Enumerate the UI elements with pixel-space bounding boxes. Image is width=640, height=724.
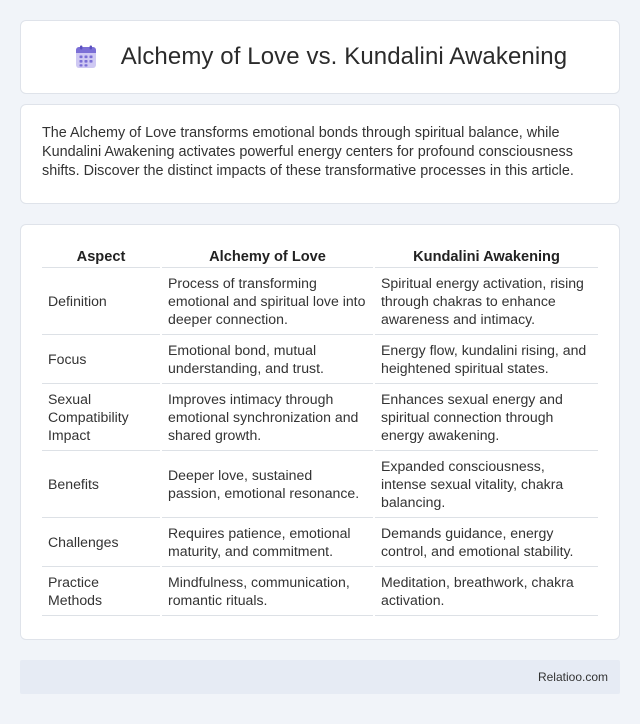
- cell-aspect: Practice Methods: [42, 567, 160, 616]
- cell-alchemy: Deeper love, sustained passion, emotional resonance.: [162, 451, 373, 518]
- cell-aspect: Benefits: [42, 451, 160, 518]
- cell-alchemy: Requires patience, emotional maturity, and commitment.: [162, 518, 373, 567]
- header-kundalini-awakening: Kundalini Awakening: [375, 245, 598, 268]
- cell-alchemy: Process of transforming emotional and spiritual love into deeper connection.: [162, 268, 373, 335]
- cell-aspect: Definition: [42, 268, 160, 335]
- cell-kundalini: Expanded consciousness, intense sexual vitality, chakra balancing.: [375, 451, 598, 518]
- comparison-table: [40, 245, 600, 616]
- table-row: [42, 384, 598, 451]
- header-alchemy-of-love: Alchemy of Love: [162, 245, 373, 268]
- comparison-card: [20, 224, 620, 640]
- footer-brand: Relatioo.com: [537, 670, 608, 684]
- table-header-row: [42, 245, 598, 268]
- table-row: [42, 518, 598, 567]
- table-row: [42, 335, 598, 384]
- title-card: [20, 20, 620, 94]
- cell-alchemy: Improves intimacy through emotional synchronization and shared growth.: [162, 384, 373, 451]
- intro-card: [20, 104, 620, 204]
- header-aspect: Aspect: [42, 245, 160, 268]
- table-row: [42, 268, 598, 335]
- footer: [20, 660, 620, 694]
- cell-kundalini: Meditation, breathwork, chakra activation.: [375, 567, 598, 616]
- cell-aspect: Focus: [42, 335, 160, 384]
- cell-alchemy: Mindfulness, communication, romantic rituals.: [162, 567, 373, 616]
- cell-alchemy: Emotional bond, mutual understanding, and trust.: [162, 335, 373, 384]
- table-row: [42, 567, 598, 616]
- calendar-icon: [73, 44, 99, 70]
- cell-kundalini: Energy flow, kundalini rising, and heightened spiritual states.: [375, 335, 598, 384]
- cell-aspect: Sexual Compatibility Impact: [42, 384, 160, 451]
- intro-text: The Alchemy of Love transforms emotional bonds through spiritual balance, while Kundalini Awakening activates powerful energy centers for profound consciousness shifts. Discover the distinct impacts of these transformative processes in this article.: [42, 125, 574, 179]
- page-title: Alchemy of Love vs. Kundalini Awakening: [120, 43, 568, 70]
- cell-kundalini: Demands guidance, energy control, and emotional stability.: [375, 518, 598, 567]
- cell-kundalini: Spiritual energy activation, rising through chakras to enhance awareness and intimacy.: [375, 268, 598, 335]
- cell-kundalini: Enhances sexual energy and spiritual connection through energy awakening.: [375, 384, 598, 451]
- cell-aspect: Challenges: [42, 518, 160, 567]
- title-wrap: [73, 43, 567, 71]
- table-row: [42, 451, 598, 518]
